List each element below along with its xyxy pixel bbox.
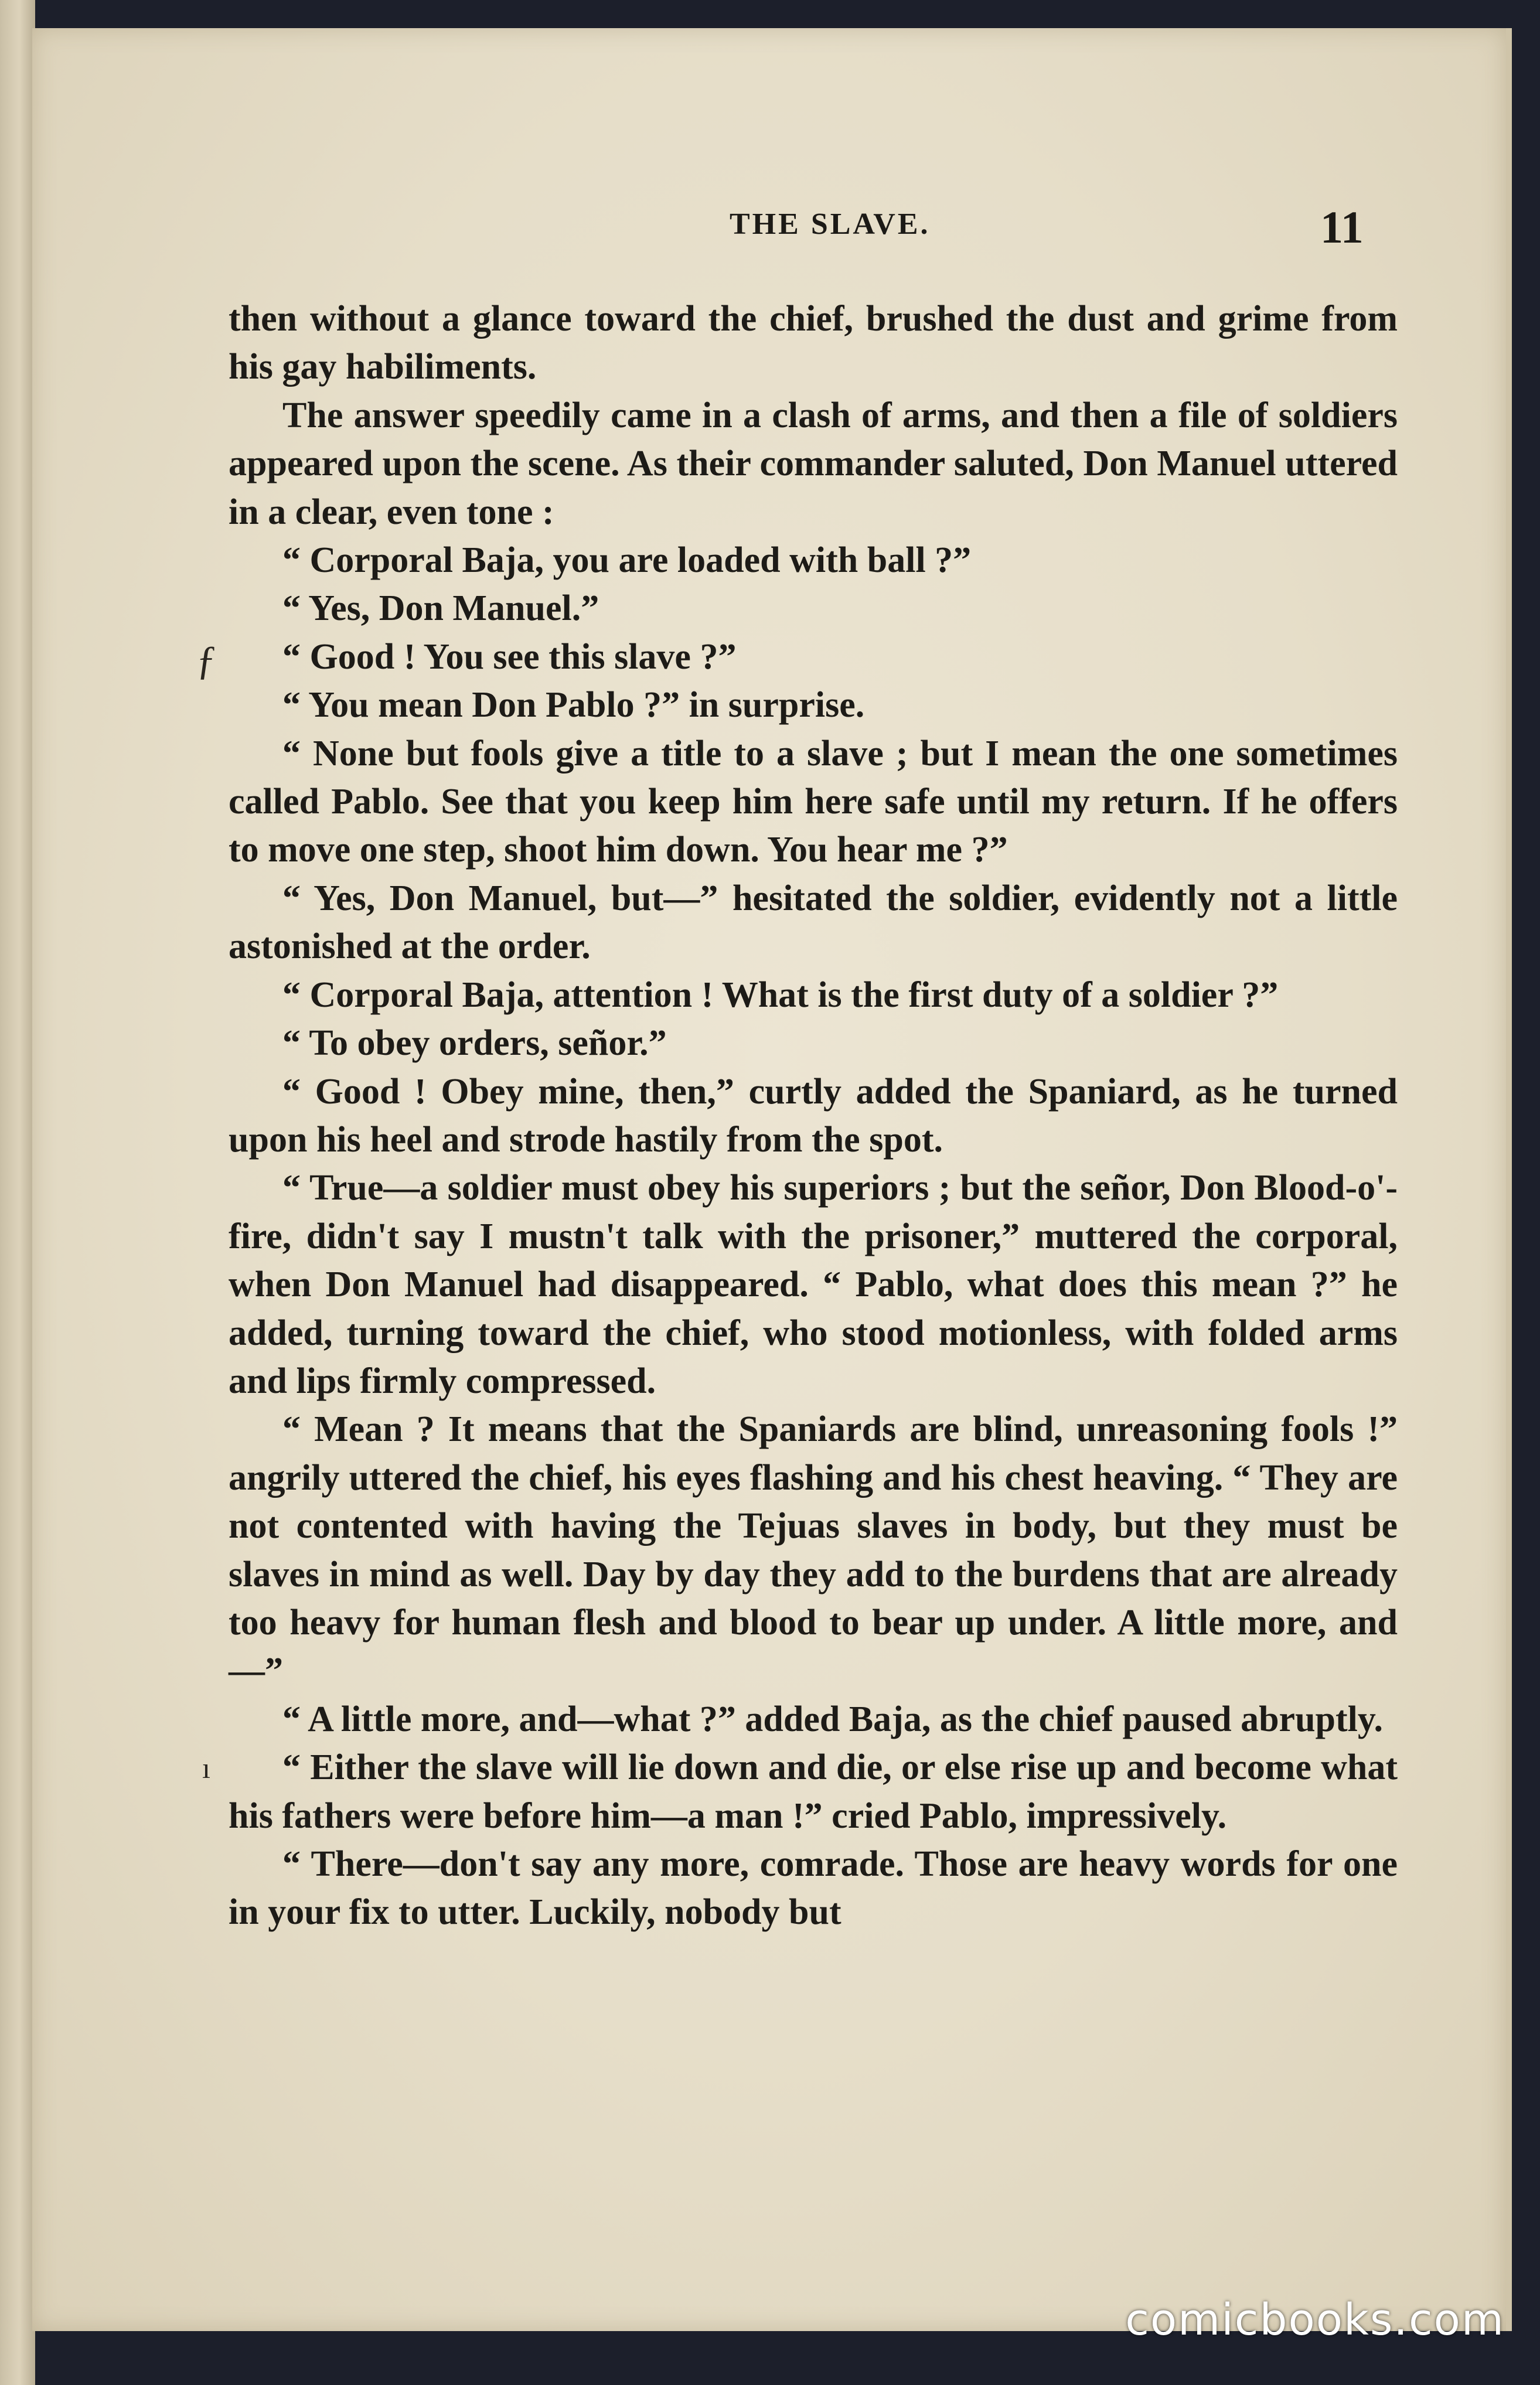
page-number: 11 — [1320, 202, 1364, 253]
paragraph: “ None but fools give a title to a slave ; but I mean the one sometimes called Pablo. See that you keep him here safe until my return. If he offers to move one step, shoot him down. You hear me ?” — [229, 733, 1398, 870]
paragraph: “ There—don't say any more, comrade. Those are heavy words for one in your fix to utter. Luckily, nobody but — [229, 1844, 1398, 1933]
paragraph: then without a glance toward the chief, brushed the dust and grime from his gay habiliments. — [229, 299, 1398, 387]
paragraph: “ True—a soldier must obey his superiors ; but the señor, Don Blood-o'-fire, didn't say I mustn't talk with the prisoner,” muttered the corporal, when Don Manuel had disappeared. “ Pablo, what does this mean ?” he added, turning toward the chief, who stood motionless, with folded arms and lips firmly compressed. — [229, 1168, 1398, 1401]
paragraph: “ Yes, Don Manuel, but—” hesitated the soldier, evidently not a little astonished at the order. — [229, 878, 1398, 967]
adjacent-page-edge — [0, 0, 35, 2385]
running-head: THE SLAVE. — [730, 207, 931, 241]
paragraph: “ Mean ? It means that the Spaniards are blind, unreasoning fools !” angrily uttered the chief, his eyes flashing and his chest heaving. “ They are not contented with having the Tejuas slaves in body, but they must be slaves in mind as well. Day by day they add to the burdens that are already too heavy for human flesh and blood to bear up under. A little more, and—” — [229, 1409, 1398, 1691]
paragraph: “ Yes, Don Manuel.” — [282, 588, 599, 629]
paragraph: “ Corporal Baja, you are loaded with ball ?” — [282, 540, 972, 581]
book-page — [32, 28, 1512, 2331]
page-header — [32, 201, 1506, 254]
margin-ink-mark: ı — [202, 1752, 210, 1784]
body-text — [229, 295, 1398, 1937]
paragraph: “ You mean Don Pablo ?” in surprise. — [282, 685, 865, 725]
paragraph: “ Good ! You see this slave ?” — [282, 636, 737, 677]
paragraph: “ Good ! Obey mine, then,” curtly added the Spaniard, as he turned upon his heel and strode hastily from the spot. — [229, 1071, 1398, 1160]
margin-ink-mark: ƒ — [196, 638, 217, 683]
paragraph: “ Corporal Baja, attention ! What is the first duty of a soldier ?” — [282, 975, 1279, 1015]
paragraph: “ A little more, and—what ?” added Baja, as the chief paused abruptly. — [282, 1699, 1383, 1739]
paragraph: The answer speedily came in a clash of arms, and then a file of soldiers appeared upon the scene. As their commander saluted, Don Manuel uttered in a clear, even tone : — [229, 395, 1398, 532]
paragraph: “ To obey orders, señor.” — [282, 1023, 667, 1064]
watermark: comicbooks.com — [1125, 2295, 1505, 2345]
paragraph: “ Either the slave will lie down and die, or else rise up and become what his fathers were before him—a man !” cried Pablo, impressively. — [229, 1747, 1398, 1836]
